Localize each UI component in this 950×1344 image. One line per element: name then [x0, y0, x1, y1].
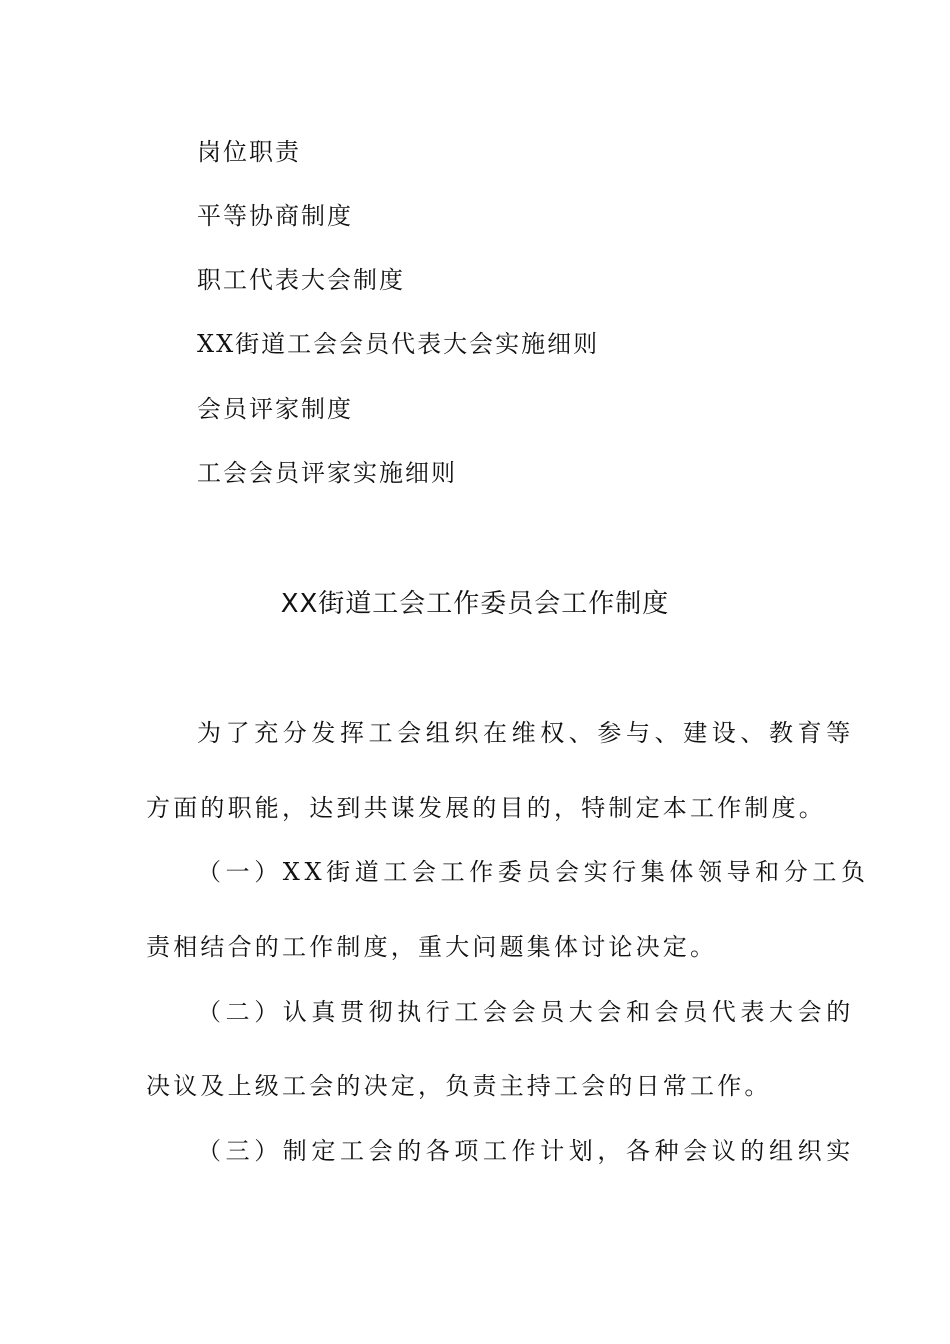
toc-item: 职工代表大会制度	[197, 266, 405, 294]
paragraph-line: 责相结合的工作制度，重大问题集体讨论决定。	[146, 933, 718, 961]
document-title: XX街道工会工作委员会工作制度	[280, 589, 670, 619]
paragraph-line: 决议及上级工会的决定，负责主持工会的日常工作。	[146, 1072, 772, 1100]
toc-item: 会员评家制度	[197, 395, 353, 423]
toc-item: 平等协商制度	[197, 202, 353, 230]
paragraph-line: （二）认真贯彻执行工会会员大会和会员代表大会的	[197, 998, 855, 1026]
paragraph-line: （一）XX街道工会工作委员会实行集体领导和分工负	[197, 858, 870, 886]
paragraph-line: （三）制定工会的各项工作计划，各种会议的组织实	[197, 1137, 855, 1165]
paragraph-line: 方面的职能，达到共谋发展的目的，特制定本工作制度。	[146, 794, 826, 822]
paragraph-line: 为了充分发挥工会组织在维权、参与、建设、教育等	[197, 719, 855, 747]
toc-item: XX街道工会会员代表大会实施细则	[197, 330, 600, 358]
toc-item: 工会会员评家实施细则	[197, 459, 457, 487]
toc-item: 岗位职责	[197, 138, 301, 166]
